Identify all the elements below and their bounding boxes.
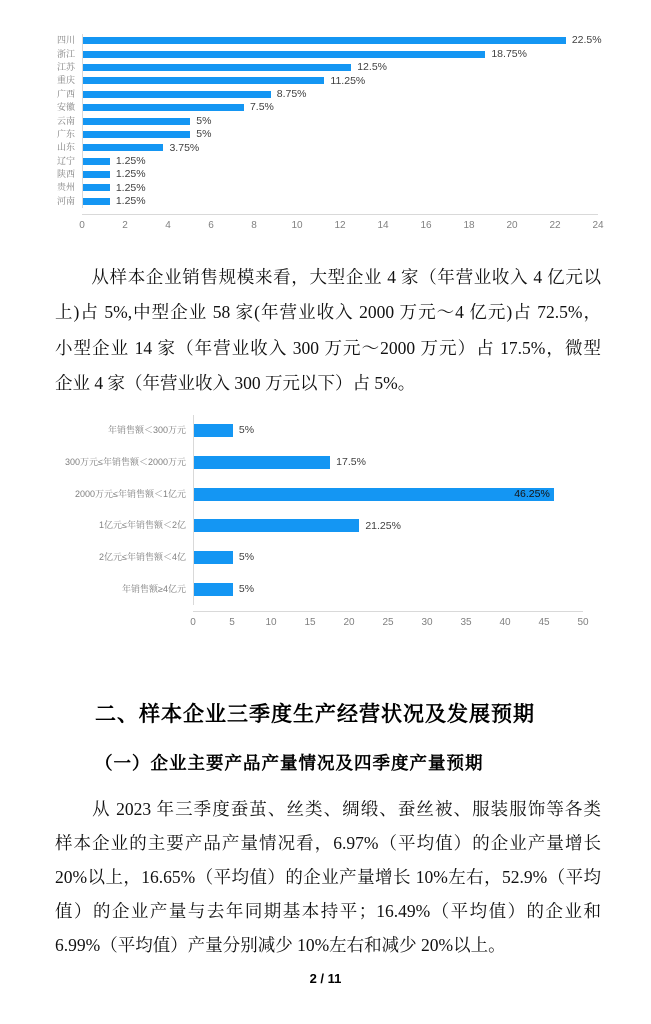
- bar-track: [82, 141, 598, 154]
- category-label: 广西: [56, 88, 75, 99]
- bar-track: [82, 88, 598, 101]
- value-label: 5%: [196, 128, 212, 141]
- chart-row: [26, 88, 598, 101]
- chart-revenue-rows: [55, 411, 583, 612]
- value-label: 18.75%: [491, 47, 527, 60]
- bar-track: [82, 195, 598, 208]
- bar-track: [82, 61, 598, 74]
- value-label: 1.25%: [115, 168, 146, 181]
- bar-track: [193, 415, 583, 447]
- chart-row: [26, 181, 598, 194]
- bar-track: [193, 574, 583, 606]
- chart-row: [55, 478, 583, 510]
- chart-row: [26, 47, 598, 60]
- x-tick-label: 0: [79, 220, 85, 232]
- chart-row: [55, 542, 583, 574]
- bar: [194, 519, 359, 532]
- value-label: 1.25%: [115, 195, 146, 208]
- value-label: 5%: [238, 551, 255, 564]
- bar-track: [82, 128, 598, 141]
- text-line: 样本企业的主要产品产量情况看，6.97%（平均值）的企业产量增长: [55, 833, 601, 854]
- bar: [83, 198, 110, 205]
- x-tick-label: 35: [460, 617, 472, 629]
- value-label: 7.5%: [249, 101, 274, 114]
- text-line: 从样本企业销售规模来看，大型企业 4 家（年营业收入 4 亿元以: [55, 267, 601, 288]
- bar: [83, 77, 324, 84]
- chart-row: [55, 446, 583, 478]
- bar: [83, 37, 566, 44]
- bar: [83, 51, 485, 58]
- x-tick-label: 8: [251, 220, 257, 232]
- page-number: 2 / 11: [309, 971, 342, 987]
- x-tick-label: 15: [304, 617, 316, 629]
- bar: [194, 424, 233, 437]
- x-tick-label: 18: [463, 220, 475, 232]
- x-tick-label: 20: [343, 617, 355, 629]
- bar: [83, 131, 190, 138]
- chart-row: [26, 168, 598, 181]
- bar-track: [82, 114, 598, 127]
- chart-sales-revenue-distribution: [55, 411, 589, 633]
- x-tick-label: 4: [165, 220, 171, 232]
- category-label: 2000万元≤年销售额＜1亿元: [75, 488, 186, 499]
- bar-track: [82, 155, 598, 168]
- value-label: 1.25%: [115, 154, 146, 167]
- bar-track: [82, 181, 598, 194]
- text-line: 6.99%（平均值）产量分别减少 10%左右和减少 20%以上。: [55, 935, 506, 956]
- bar-track: [82, 47, 598, 60]
- text-line: 上)占 5%,中型企业 58 家(年营业收入 2000 万元～4 亿元)占 72.5%，: [55, 302, 601, 323]
- x-tick-label: 10: [265, 617, 277, 629]
- category-label: 云南: [56, 115, 75, 126]
- chart-row: [26, 128, 598, 141]
- category-label: 贵州: [56, 182, 75, 193]
- bar: [83, 171, 110, 178]
- bar: [194, 551, 233, 564]
- chart-row: [26, 34, 602, 47]
- text-line: 小型企业 14 家（年营业收入 300 万元～2000 万元）占 17.5%，微型: [55, 337, 601, 358]
- bar: [83, 144, 163, 151]
- value-label: 46.25%: [514, 487, 550, 500]
- x-tick-label: 45: [538, 617, 550, 629]
- chart-row: [55, 574, 583, 606]
- value-label: 11.25%: [330, 74, 366, 87]
- bar-track: [193, 542, 583, 574]
- value-label: 3.75%: [169, 141, 200, 154]
- value-label: 1.25%: [115, 181, 146, 194]
- bar: [83, 118, 190, 125]
- bar: [83, 158, 110, 165]
- text-line: 从 2023 年三季度蚕茧、丝类、绸缎、蚕丝被、服装服饰等各类: [55, 799, 601, 820]
- category-label: 1亿元≤年销售额＜2亿: [99, 520, 186, 531]
- text-line: 企业 4 家（年营业收入 300 万元以下）占 5%。: [55, 373, 416, 394]
- section-subheading: （一）企业主要产品产量情况及四季度产量预期: [95, 753, 484, 774]
- x-tick-label: 50: [577, 617, 589, 629]
- category-label: 广东: [56, 128, 75, 139]
- chart-row: [55, 510, 583, 542]
- bar: [83, 184, 110, 191]
- category-label: 山东: [56, 142, 75, 153]
- text-line: 值）的企业产量与去年同期基本持平；16.49%（平均值）的企业和: [55, 901, 601, 922]
- x-tick-label: 5: [229, 617, 235, 629]
- text-line: 20%以上，16.65%（平均值）的企业产量增长 10%左右，52.9%（平均: [55, 867, 601, 888]
- chart-row: [26, 74, 598, 87]
- chart-row: [26, 155, 598, 168]
- chart-province-rows: [26, 30, 602, 214]
- bar: [194, 583, 233, 596]
- bar-track: [82, 34, 602, 47]
- value-label: 12.5%: [357, 61, 387, 74]
- category-label: 辽宁: [56, 155, 75, 166]
- bar-track: [193, 510, 583, 542]
- category-label: 300万元≤年销售额＜2000万元: [65, 456, 186, 467]
- chart-province-x-axis: [79, 214, 604, 235]
- x-tick-label: 10: [291, 220, 303, 232]
- value-label: 8.75%: [276, 88, 307, 100]
- bar: [83, 104, 244, 111]
- bar: [194, 488, 554, 501]
- bar-track: [82, 168, 598, 181]
- bar: [83, 64, 351, 71]
- x-tick-label: 14: [377, 220, 389, 232]
- x-tick-label: 2: [122, 220, 128, 232]
- x-tick-label: 22: [549, 220, 561, 232]
- chart-row: [26, 101, 598, 114]
- chart-revenue-x-axis: [190, 611, 589, 632]
- category-label: 四川: [56, 35, 75, 46]
- section-heading: 二、样本企业三季度生产经营状况及发展预期: [95, 703, 535, 727]
- value-label: 5%: [238, 583, 255, 596]
- category-label: 浙江: [56, 48, 75, 59]
- chart-province-distribution: [26, 30, 604, 235]
- category-label: 年销售额＜300万元: [107, 425, 186, 436]
- category-label: 陕西: [56, 169, 75, 180]
- x-tick-label: 40: [499, 617, 511, 629]
- x-tick-label: 12: [334, 220, 346, 232]
- value-label: 21.25%: [365, 519, 401, 532]
- value-label: 22.5%: [571, 34, 602, 47]
- x-tick-label: 25: [382, 617, 394, 629]
- category-label: 河南: [56, 195, 75, 206]
- category-label: 2亿元≤年销售额＜4亿: [99, 552, 186, 563]
- category-label: 重庆: [56, 75, 75, 86]
- bar-track: [82, 101, 598, 114]
- x-tick-label: 16: [420, 220, 432, 232]
- x-tick-label: 6: [208, 220, 214, 232]
- category-label: 江苏: [56, 61, 75, 72]
- chart-row: [26, 141, 598, 154]
- paragraph-sales-scale: [55, 260, 601, 402]
- bar-track: [193, 446, 583, 478]
- bar-track: [193, 478, 583, 510]
- chart-row: [26, 61, 598, 74]
- bar: [83, 91, 271, 98]
- value-label: 5%: [238, 424, 255, 437]
- bar: [194, 456, 330, 469]
- bar-track: [82, 74, 598, 87]
- chart-row: [26, 195, 598, 208]
- chart-row: [26, 114, 598, 127]
- x-tick-label: 30: [421, 617, 433, 629]
- x-tick-label: 20: [506, 220, 518, 232]
- value-label: 17.5%: [336, 456, 366, 469]
- chart-row: [55, 415, 583, 447]
- paragraph-production: [55, 792, 601, 962]
- value-label: 5%: [196, 114, 212, 127]
- category-label: 年销售额≥4亿元: [122, 584, 186, 595]
- x-tick-label: 0: [190, 617, 196, 629]
- x-tick-label: 24: [592, 220, 604, 232]
- category-label: 安徽: [56, 102, 75, 113]
